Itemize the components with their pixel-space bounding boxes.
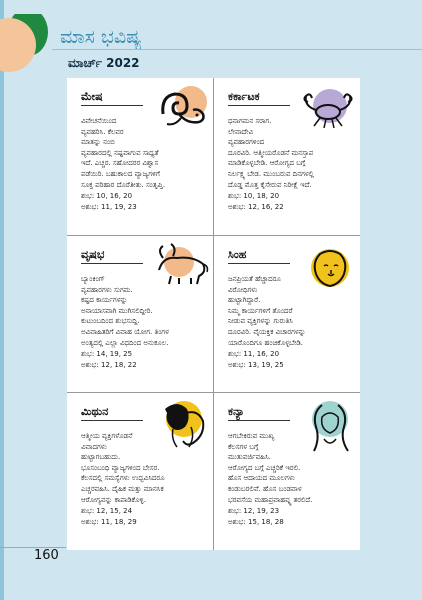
lucky-dates: ಶುಭ: 12, 19, 23 bbox=[228, 507, 280, 515]
corner-decoration bbox=[0, 14, 60, 78]
title-underline bbox=[228, 263, 290, 264]
lucky-dates: ಶುಭ: 12, 15, 24 bbox=[81, 507, 133, 515]
sign-forecast: ಬ್ಯಾಂಕಿಂಗ್ ವ್ಯವಹಾರಗಳು ಸುಗಮ. ಕಷ್ಟದ ಕಾರ್ಯಗಳನ್ನು ಅನಾಯಾಸವಾಗಿ ಮುಗಿಸಲಿದ್ದೀರಿ. ಕುಟುಂಬದಿಂದ ಶುಭಸುದ್ದಿ. ಅವಿವಾಹಿತರಿಗೆ ವಿವಾಹ ಯೋಗ. ತಿಂಗಳ ಅಂತ್ಯದಲ್ಲಿ ಎಲ್ಲಾ ವಿಧದಿಂದ ಅನುಕೂಲ. bbox=[81, 275, 169, 347]
sign-forecast: ಆತ್ಮೀಯ ವ್ಯಕ್ತಿಗಳೊಡನೆ ವಿವಾದಗಳು ಹುಟ್ಟಾಗಬಹುದು. ಭೂಸಂಬಂಧಿ ವ್ಯಾಜ್ಯಗಳಿಂದ ಬೇಸರ. ಕೆಲಸದಲ್ಲಿ ಸಮಸ್ಯೆಗಳು ಉದ್ಭವಿಸಿದರೂ ಎಚ್ಚರವಹಿಸಿ. ದೈಹಿಕ ಮತ್ತು ಮಾನಸಿಕ ಆರೋಗ್ಯವನ್ನು ಕಾಪಾಡಿಕೊಳ್ಳಿ. bbox=[81, 432, 165, 504]
sign-forecast: ಧನಾಗಮನ ಸರಾಗ. ಲೇವಾದೇವಿ ವ್ಯವಹಾರಗಳಿಂದ ದೂರವಿರಿ. ಆತ್ಮೀಯರೊಡನೆ ಮನಸ್ತಾಪ ಮಾಡಿಕೊಳ್ಳಬೇಡಿ. ಆರೋಗ್ಯದ ಬಗ್ಗೆ ನಿರ್ಲಕ್ಷ್ಯ ಬೇಡ. ಮುಂಬರುವ ದಿನಗಳಲ್ಲಿ ದೊಡ್ಡ ಮೊತ್ತ ಕೈಸೇರುವ ನಿರೀಕ್ಷೆ ಇದೆ. bbox=[228, 117, 314, 189]
title-underline bbox=[228, 105, 290, 106]
unlucky-dates: ಅಶುಭ: 15, 18, 28 bbox=[228, 518, 284, 526]
lucky-dates: ಶುಭ: 10, 16, 20 bbox=[81, 192, 133, 200]
lucky-dates: ಶುಭ: 11, 16, 20 bbox=[228, 350, 280, 358]
horoscope-grid bbox=[67, 78, 360, 550]
unlucky-dates: ಅಶುಭ: 13, 19, 25 bbox=[228, 361, 284, 369]
sign-title: ಕನ್ಯಾ bbox=[228, 405, 245, 418]
title-underline bbox=[228, 420, 290, 421]
title-underline bbox=[81, 420, 143, 421]
unlucky-dates: ಅಶುಭ: 12, 16, 22 bbox=[228, 203, 284, 211]
sign-cell-simha bbox=[214, 236, 360, 393]
header-divider bbox=[52, 49, 422, 50]
sign-cell-mithuna bbox=[67, 393, 213, 550]
unlucky-dates: ಅಶುಭ: 11, 18, 29 bbox=[81, 518, 137, 526]
page-number: 160 bbox=[34, 548, 59, 563]
sign-cell-karkataka bbox=[214, 78, 360, 235]
sign-forecast: ಜನಪ್ರಿಯತೆ ಹೆಚ್ಚಾದರೂ ವಿರೋಧಿಗಳು ಹುಟ್ಟಾಗಿದ್ದಾರೆ. ನಿಮ್ಮ ಕಾರ್ಯಗಳಿಗೆ ತೊಂದರೆ ನೀಡುವ ವ್ಯಕ್ತಿಗಳನ್ನು ಗುರುತಿಸಿ ದೂರವಿರಿ. ವೈಯಕ್ತಿಕ ವಿಚಾರಗಳನ್ನು ಯಾರೊಂದಿಗೂ ಹಂಚಿಕೊಳ್ಳಬೇಡಿ. bbox=[228, 275, 306, 347]
section-title: ಮಾಸ ಭವಿಷ್ಯ bbox=[60, 26, 142, 48]
unlucky-dates: ಅಶುಭ: 12, 18, 22 bbox=[81, 361, 137, 369]
page-edge bbox=[0, 0, 4, 600]
sign-cell-kanya bbox=[214, 393, 360, 550]
lucky-dates: ಶುಭ: 14, 19, 25 bbox=[81, 350, 133, 358]
title-underline bbox=[81, 105, 143, 106]
title-underline bbox=[81, 263, 143, 264]
sign-forecast: ಆಗಬೇಕಿರುವ ಮುಖ್ಯ ಕೆಲಸಗಳ ಬಗ್ಗೆ ಮುತುವರ್ಜಿವಹಿಸಿ. ಆರೋಗ್ಯದ ಬಗ್ಗೆ ಎಚ್ಚರಿಕೆ ಇರಲಿ. ಹೊಸ ಆದಾಯದ ಮೂಲಗಳು ಕಂಡುಬರಲಿವೆ. ಹೊಸ ಬಂಡವಾಳ ಭರವಸೆಯ ಮಹಾಪ್ರವಾಹವ್ನ್ನ ತರಲಿದೆ. bbox=[228, 432, 313, 504]
sign-title: ಮಿಥುನ bbox=[81, 405, 109, 418]
lucky-dates: ಶುಭ: 10, 18, 20 bbox=[228, 192, 280, 200]
sign-forecast: ವಿವೇಚನೆಯಿಂದ ವ್ಯವಹರಿಸಿ. ಕೆಲವರ ಮಾತನ್ನು ನಂಬಿ ವ್ಯವಹಾರದಲ್ಲಿ ನಷ್ಟವಾಗುವ ಸಾಧ್ಯತೆ ಇದೆ. ಎಚ್ಚರ. ಸಹೋದರರ ವಿಶ್ವಾಸ ಪಡೆಯಿರಿ. ಬಹುಕಾಲದ ವ್ಯಾಜ್ಯಗಳಿಗೆ ಸೂಕ್ತ ಪರಿಹಾರ ದೊರೆತೀತು. ಸಂತೃಪ್ತಿ. bbox=[81, 117, 166, 189]
sign-title: ಕರ್ಕಾಟಕ bbox=[228, 90, 260, 103]
month-label: ಮಾರ್ಚ್ 2022 bbox=[68, 56, 140, 70]
sign-title: ಸಿಂಹ bbox=[228, 248, 247, 261]
sign-cell-vrishabha bbox=[67, 236, 213, 393]
unlucky-dates: ಅಶುಭ: 11, 19, 23 bbox=[81, 203, 137, 211]
sign-title: ಮೇಷ bbox=[81, 90, 103, 103]
sign-title: ವೃಷಭ bbox=[81, 248, 105, 261]
sign-cell-mesha bbox=[67, 78, 213, 235]
